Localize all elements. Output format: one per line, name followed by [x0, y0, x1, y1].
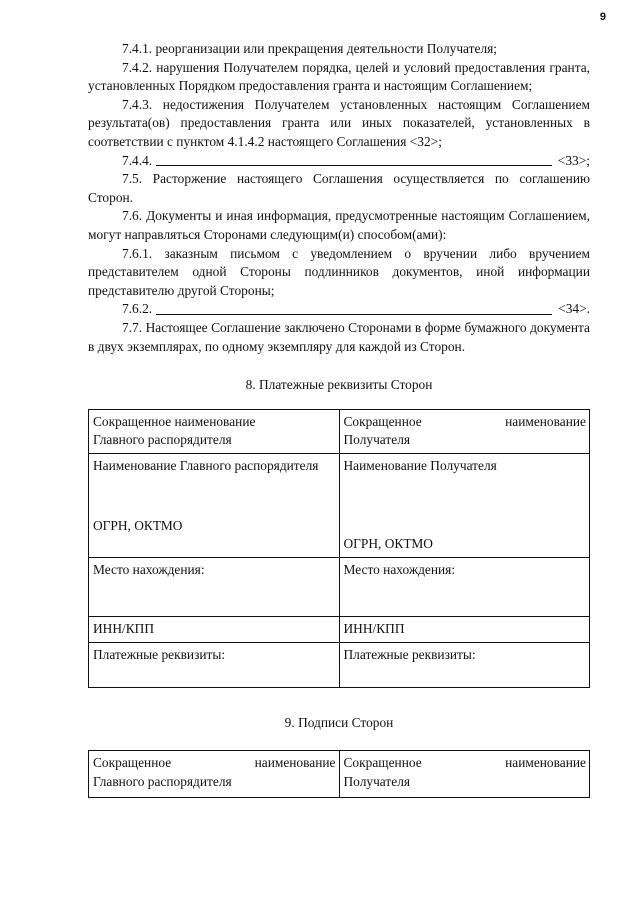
clause-7-6-2-label: 7.6.2. [122, 301, 153, 317]
clause-7-7: 7.7. Настоящее Соглашение заключено Сторонами в форме бумажного документа в двух экземплярах, по одному экземпляру для каждой из Сторон. [88, 319, 590, 354]
clause-7-4-4-label: 7.4.4. [122, 152, 153, 168]
clause-7-4-4-note: <33>; [557, 152, 590, 168]
cell-left-location: Место нахождения: [89, 558, 340, 617]
section-9-title: 9. Подписи Сторон [284, 714, 394, 730]
table-row [89, 642, 590, 687]
signatures-table [88, 750, 590, 798]
cell-right-inn: ИНН/КПП [339, 617, 590, 643]
cell-right-short-name: Сокращенное наименование Получателя [339, 409, 590, 453]
cell-right-location: Место нахождения: [339, 558, 590, 617]
table-row [89, 409, 590, 453]
cell-left-short-name: Сокращенное наименование Главного распорядителя [89, 409, 340, 453]
table-row [89, 558, 590, 617]
clause-7-6-2-blank-line [156, 300, 552, 315]
cell-right-name: Наименование Получателя ОГРН, ОКТМО [339, 453, 590, 557]
page-number: 9 [599, 11, 606, 23]
cell-left-name: Наименование Главного распорядителя ОГРН, ОКТМО [89, 453, 340, 557]
clause-7-6-2-note: <34>. [558, 301, 590, 317]
clause-7-4-2: 7.4.2. нарушения Получателем порядка, целей и условий предоставления гранта, установленных Порядком предоставления гранта и настоящим Соглашением; [88, 59, 590, 94]
cell-left-payment: Платежные реквизиты: [89, 642, 340, 687]
clause-7-6: 7.6. Документы и иная информация, предусмотренные настоящим Соглашением, могут направляться Сторонами следующим(и) способом(ами): [88, 208, 590, 242]
clause-7-4-4 [88, 152, 590, 171]
clause-7-4-1: 7.4.1. реорганизации или прекращения деятельности Получателя; [122, 41, 498, 56]
cell-right-signature-name: Сокращенное наименование Получателя [339, 751, 590, 798]
table-row [89, 453, 590, 557]
table-row [89, 617, 590, 643]
cell-left-signature-name: Сокращенное наименование Главного распорядителя [89, 751, 340, 798]
table-row [89, 751, 590, 798]
clause-7-6-2 [88, 300, 590, 319]
section-8-title: 8. Платежные реквизиты Сторон [245, 377, 433, 393]
clause-7-4-4-blank-line [156, 152, 552, 167]
cell-left-inn: ИНН/КПП [89, 617, 340, 643]
clause-7-4-3: 7.4.3. недостижения Получателем установленных настоящим Соглашением результата(ов) предоставления гранта или иных показателей, установленных в соответствии с пунктом 4.1.4.2 настоящего Соглашения <32>; [88, 96, 590, 149]
clause-7-5: 7.5. Расторжение настоящего Соглашения осуществляется по соглашению Сторон. [88, 171, 590, 205]
payment-details-table [88, 409, 590, 688]
cell-right-payment: Платежные реквизиты: [339, 642, 590, 687]
clause-7-6-1: 7.6.1. заказным письмом с уведомлением о вручении либо вручением представителем одной Стороны подлинников документов, иной информации представителю другой Стороны; [88, 245, 590, 298]
document-body [88, 40, 590, 798]
